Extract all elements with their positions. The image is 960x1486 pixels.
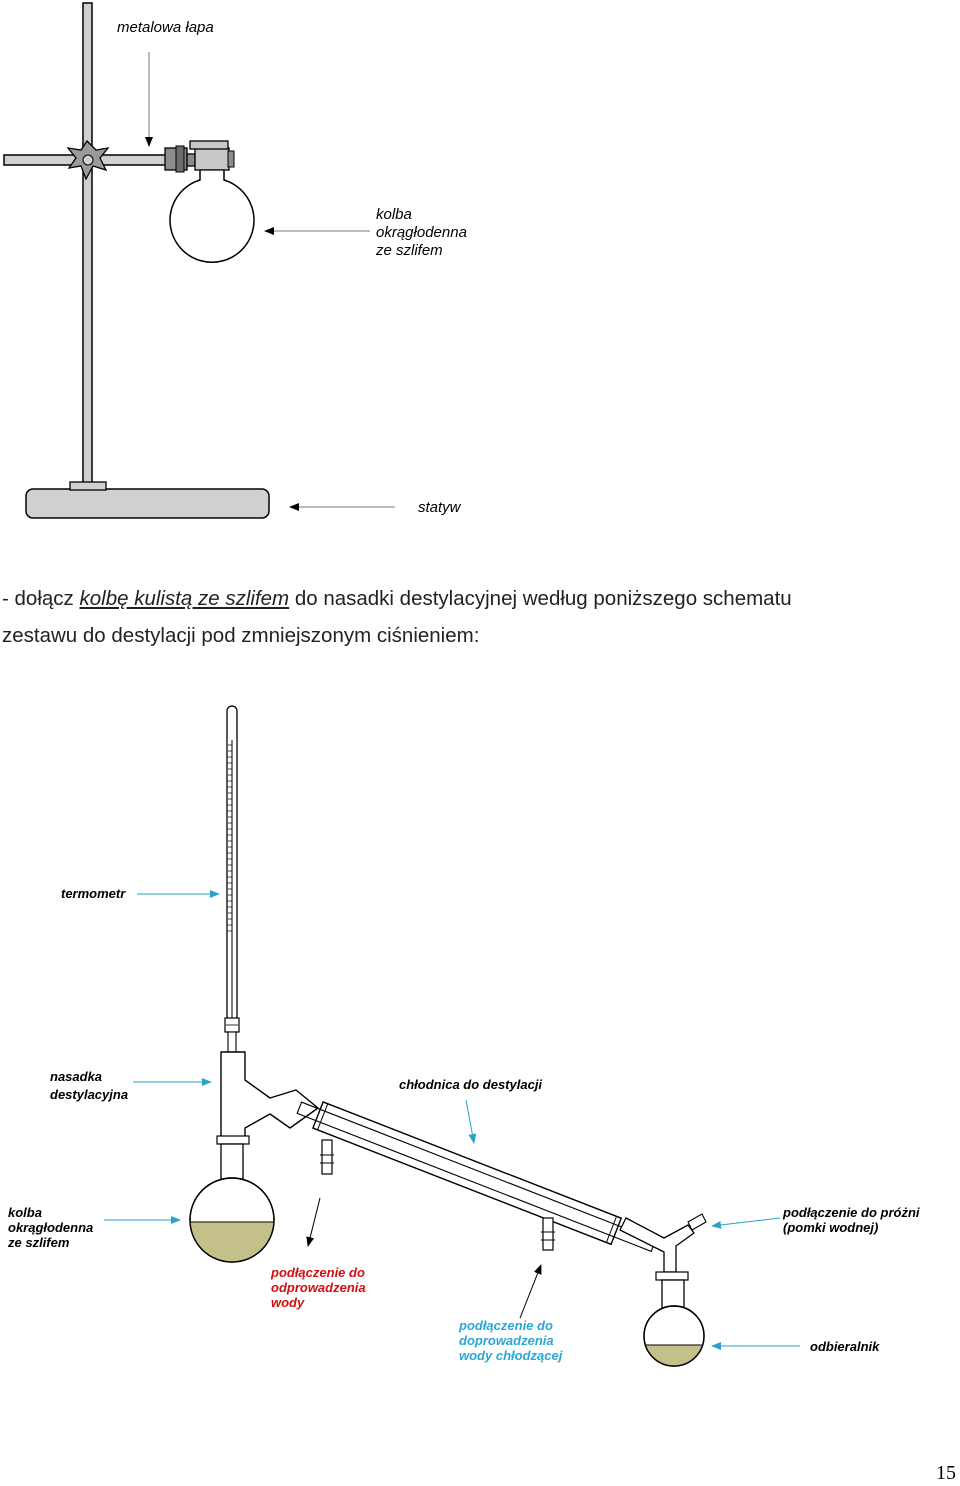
water-out-arrow <box>308 1198 320 1246</box>
label-flask-bottom-2: okrągłodenna <box>8 1220 94 1235</box>
label-water-out-2: odprowadzenia <box>271 1280 366 1295</box>
label-flask-bottom-1: kolba <box>8 1205 42 1220</box>
label-flask-top-1: kolba <box>376 206 412 223</box>
label-flask-top-2: okrągłodenna <box>376 224 467 241</box>
water-in-arrow <box>520 1265 541 1318</box>
label-head-1: nasadka <box>50 1069 103 1084</box>
instruction-line-2: zestawu do destylacji pod zmniejszonym ciśnieniem: <box>2 624 480 647</box>
water-out-nozzle <box>320 1140 334 1174</box>
receiver-flask <box>640 1272 710 1375</box>
label-flask-bottom-3: ze szlifem <box>8 1235 70 1250</box>
water-in-nozzle <box>541 1218 555 1250</box>
instruction-prefix: - dołącz <box>2 587 80 610</box>
stand-rod <box>83 3 92 485</box>
thermometer <box>225 706 239 1104</box>
label-clamp: metalowa łapa <box>117 19 214 36</box>
round-bottom-flask-top <box>170 170 254 262</box>
instruction-line1-rest: do nasadki destylacyjnej według poniższego schematu <box>289 587 792 610</box>
label-water-in-2: doprowadzenia <box>459 1333 554 1348</box>
vacuum-adapter <box>620 1214 706 1272</box>
condenser-arrow <box>466 1100 474 1143</box>
instruction-emphasis: kolbę kulistą ze szlifem <box>79 587 290 610</box>
vacuum-arrow <box>712 1218 780 1226</box>
instruction-line-1 <box>2 580 960 617</box>
distillation-head <box>217 1052 318 1144</box>
label-condenser: chłodnica do destylacji <box>399 1077 543 1092</box>
label-vacuum-1: podłączenie do próżni <box>783 1205 920 1220</box>
stand-base <box>26 489 269 518</box>
label-flask-top-3: ze szlifem <box>376 242 443 259</box>
label-head-2: destylacyjna <box>50 1087 129 1102</box>
label-stand: statyw <box>418 499 461 516</box>
label-water-in-3: wody chłodzącej <box>459 1348 563 1363</box>
label-vacuum-2: (pomki wodnej) <box>783 1220 879 1235</box>
label-water-out-3: wody <box>271 1295 305 1310</box>
label-thermometer: termometr <box>61 886 126 901</box>
clamp <box>165 141 234 172</box>
label-receiver: odbieralnik <box>810 1339 880 1354</box>
instruction-text <box>2 580 960 654</box>
page-number: 15 <box>936 1462 956 1484</box>
label-water-in-1: podłączenie do <box>459 1318 553 1333</box>
stand-assembly <box>4 3 269 518</box>
label-water-out-1: podłączenie do <box>271 1265 365 1280</box>
round-bottom-flask-bottom <box>188 1144 278 1272</box>
stand-base-collar <box>70 482 106 490</box>
condenser <box>294 1095 658 1259</box>
